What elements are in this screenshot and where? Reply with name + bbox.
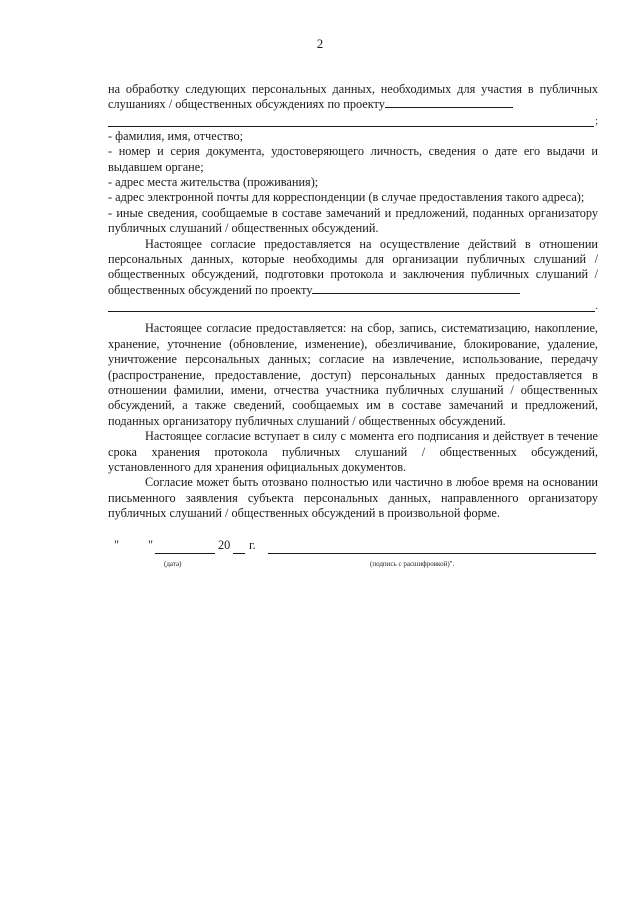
personal-data-list: [108, 129, 598, 237]
list-item: - адрес места жительства (проживания);: [108, 175, 319, 190]
date-year-prefix: 20: [218, 538, 231, 553]
date-year-blank: [233, 541, 245, 554]
date-caption: (дата): [164, 559, 182, 568]
date-month-blank: [155, 541, 215, 554]
date-quote-close: ": [148, 538, 154, 553]
signature-date-row: [108, 536, 598, 554]
list-item: - иные сведения, сообщаемые в составе замечаний и предложений, поданных организатору публичных слушаний / общественных обсуждений.: [108, 205, 598, 236]
consent-paragraph-actions: Настоящее согласие предоставляется на осуществление действий в отношении персональных данных, которые необходимы для организации публичных слушаний / общественных обсуждений, подготовки протокола и заключения публичных слушаний / общественных обсуждений по проекту: [108, 236, 598, 297]
signature-blank: [268, 541, 596, 554]
document-body: [108, 82, 598, 568]
project-name-continuation-line: .: [108, 298, 598, 312]
consent-paragraph-intro: на обработку следующих персональных данных, необходимых для участия в публичных слушаниях / общественных обсуждениях по проекту: [108, 82, 598, 112]
signature-caption: (подпись с расшифровкой)".: [370, 559, 455, 568]
signature-captions: [108, 554, 598, 568]
project-name-blank: [385, 97, 513, 108]
date-year-suffix: г.: [249, 538, 256, 553]
list-item: - адрес электронной почты для корреспонденции (в случае предоставления такого адреса);: [108, 190, 585, 205]
page-number: 2: [316, 36, 324, 51]
project-name-continuation-line: ;: [108, 113, 598, 127]
list-item: - номер и серия документа, удостоверяющего личность, сведения о дате его выдачи и выдавшем органе;: [108, 144, 598, 174]
consent-paragraph-validity: Настоящее согласие вступает в силу с момента его подписания и действует в течение срока хранения протокола публичных слушаний / общественных обсуждений, установленного для хранения официальных документов.: [108, 429, 598, 474]
list-item: - фамилия, имя, отчество;: [108, 128, 244, 143]
consent-paragraph-operations: Настоящее согласие предоставляется: на сбор, запись, систематизацию, накопление, хранение, уточнение (обновление, изменение), обезличивание, блокирование, удаление, уничтожение персональных данных; согласие на извлечение, использование, передачу (распространение, предоставление, доступ) персональных данных предоставляется в отношении фамилии, имени, отчества участника публичных слушаний / общественных обсуждений, а также сведений, сообщаемых им в составе замечаний и предложений, поданных организатору публичных слушаний / общественных обсуждений.: [108, 321, 598, 428]
project-name-blank: [312, 283, 520, 294]
date-quote-open: ": [114, 538, 120, 553]
consent-paragraph-revocation: Согласие может быть отозвано полностью или частично в любое время на основании письменного заявления субъекта персональных данных, направленного организатору публичных слушаний / общественных обсуждений в произвольной форме.: [108, 475, 598, 521]
